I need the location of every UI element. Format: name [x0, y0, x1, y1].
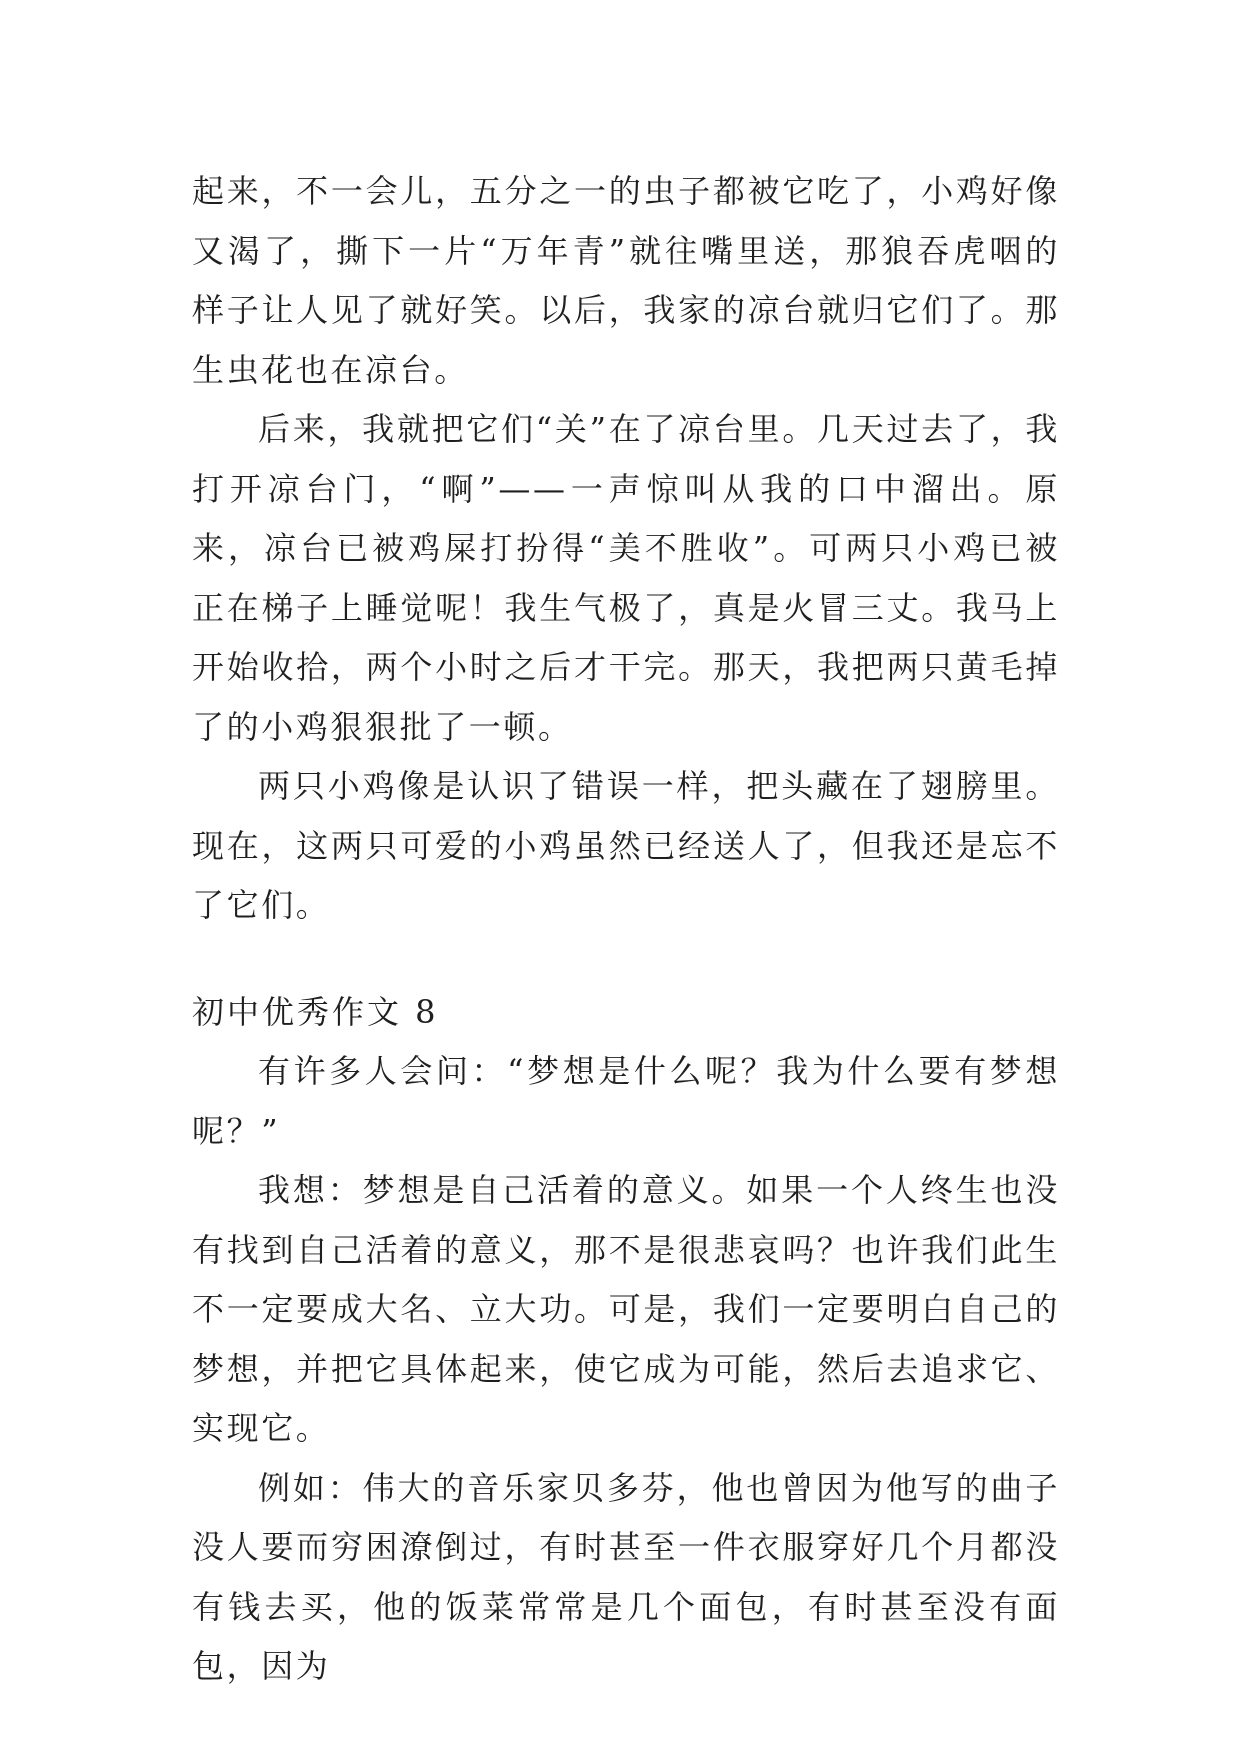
- paragraph-continuation: 起来，不一会儿，五分之一的虫子都被它吃了，小鸡好像又渴了，撕下一片“万年青”就往嘴里送，那狼吞虎咽的样子让人见了就好笑。以后，我家的凉台就归它们了。那生虫花也在凉台。: [192, 172, 1060, 389]
- paragraph: 我想：梦想是自己活着的意义。如果一个人终生也没有找到自己活着的意义，那不是很悲哀吗？也许我们此生不一定要成大名、立大功。可是，我们一定要明白自己的梦想，并把它具体起来，使它成为可能，然后去追求它、实现它。: [192, 1171, 1060, 1447]
- paragraph: 两只小鸡像是认识了错误一样，把头藏在了翅膀里。现在，这两只可爱的小鸡虽然已经送人了，但我还是忘不了它们。: [192, 767, 1060, 924]
- document-body: [192, 162, 1060, 1697]
- paragraph: 后来，我就把它们“关”在了凉台里。几天过去了，我打开凉台门，“啊”——一声惊叫从我的口中溜出。原来，凉台已被鸡屎打扮得“美不胜收”。可两只小鸡已被正在梯子上睡觉呢！我生气极了，真是火冒三丈。我马上开始收拾，两个小时之后才干完。那天，我把两只黄毛掉了的小鸡狠狠批了一顿。: [192, 410, 1060, 746]
- essay-title: 初中优秀作文 8: [192, 992, 439, 1031]
- paragraph: 例如：伟大的音乐家贝多芬，他也曾因为他写的曲子没人要而穷困潦倒过，有时甚至一件衣服穿好几个月都没有钱去买，他的饭菜常常是几个面包，有时甚至没有面包，因为: [192, 1468, 1060, 1685]
- paragraph: 有许多人会问：“梦想是什么呢？我为什么要有梦想呢？”: [192, 1052, 1060, 1150]
